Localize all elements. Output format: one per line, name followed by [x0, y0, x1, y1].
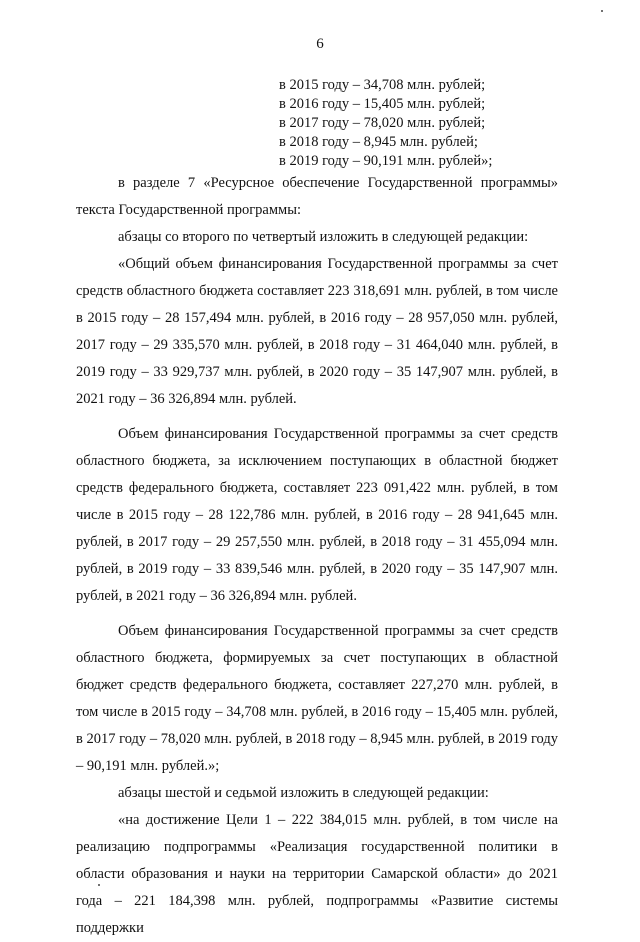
paragraph-federal-funding: Объем финансирования Государственной программы за счет средств областного бюджета, формируемых за счет поступающих в областной бюджет средств федерального бюджета, составляет 227,270 млн. рублей, в том числе в 2015 году – 34,708 млн. рублей, в 2016 году – 15,405 млн. рублей, в 2017 году – 78,020 млн. рублей, в 2018 году – 8,945 млн. рублей, в 2019 году – 90,191 млн. рублей.»; [76, 623, 558, 774]
scan-speck [98, 884, 100, 886]
paragraph-total-funding: «Общий объем финансирования Государственной программы за счет средств областного бюджета составляет 223 318,691 млн. рублей, в том числе в 2015 году – 28 157,494 млн. рублей, в 2016 году – 28 957,050 млн. рублей, 2017 году – 29 335,570 млн. рублей, в 2018 году – 31 464,040 млн. рублей, в 2019 году – 33 929,737 млн. рублей, в 2020 году – 35 147,907 млн. рублей, в 2021 году – 36 326,894 млн. рублей. [76, 256, 558, 407]
paragraph-instruction-1: абзацы со второго по четвертый изложить в следующей редакции: [118, 229, 529, 245]
funding-list-item: в 2015 году – 34,708 млн. рублей; [279, 77, 486, 93]
page-number: 6 [316, 36, 324, 52]
funding-list-item: в 2019 году – 90,191 млн. рублей»; [279, 153, 493, 169]
scan-speck [601, 10, 603, 12]
funding-list [279, 76, 492, 171]
paragraph-goal-1: «на достижение Цели 1 – 222 384,015 млн. рублей, в том числе на реализацию подпрограммы «Реализация государственной политики в области образования и науки на территории Самарской области» до 2021 года – 221 184,398 млн. рублей, подпрограммы «Развитие системы поддержки [76, 812, 558, 936]
funding-list-item: в 2016 году – 15,405 млн. рублей; [279, 96, 486, 112]
funding-list-item: в 2017 году – 78,020 млн. рублей; [279, 115, 486, 131]
paragraph-regional-funding: Объем финансирования Государственной программы за счет средств областного бюджета, за исключением поступающих в областной бюджет средств федерального бюджета, составляет 223 091,422 млн. рублей, в том числе в 2015 году – 28 122,786 млн. рублей, в 2016 году – 28 941,645 млн. рублей, в 2017 году – 29 257,550 млн. рублей, в 2018 году – 31 455,094 млн. рублей, в 2019 году – 33 839,546 млн. рублей, в 2020 году – 35 147,907 млн. рублей, в 2021 году – 36 326,894 млн. рублей. [76, 426, 558, 604]
funding-list-item: в 2018 году – 8,945 млн. рублей; [279, 134, 478, 150]
paragraph-section-7: в разделе 7 «Ресурсное обеспечение Государственной программы» текста Государственной программы: [76, 175, 558, 218]
paragraph-instruction-2: абзацы шестой и седьмой изложить в следующей редакции: [118, 785, 489, 801]
document-body [76, 170, 558, 942]
